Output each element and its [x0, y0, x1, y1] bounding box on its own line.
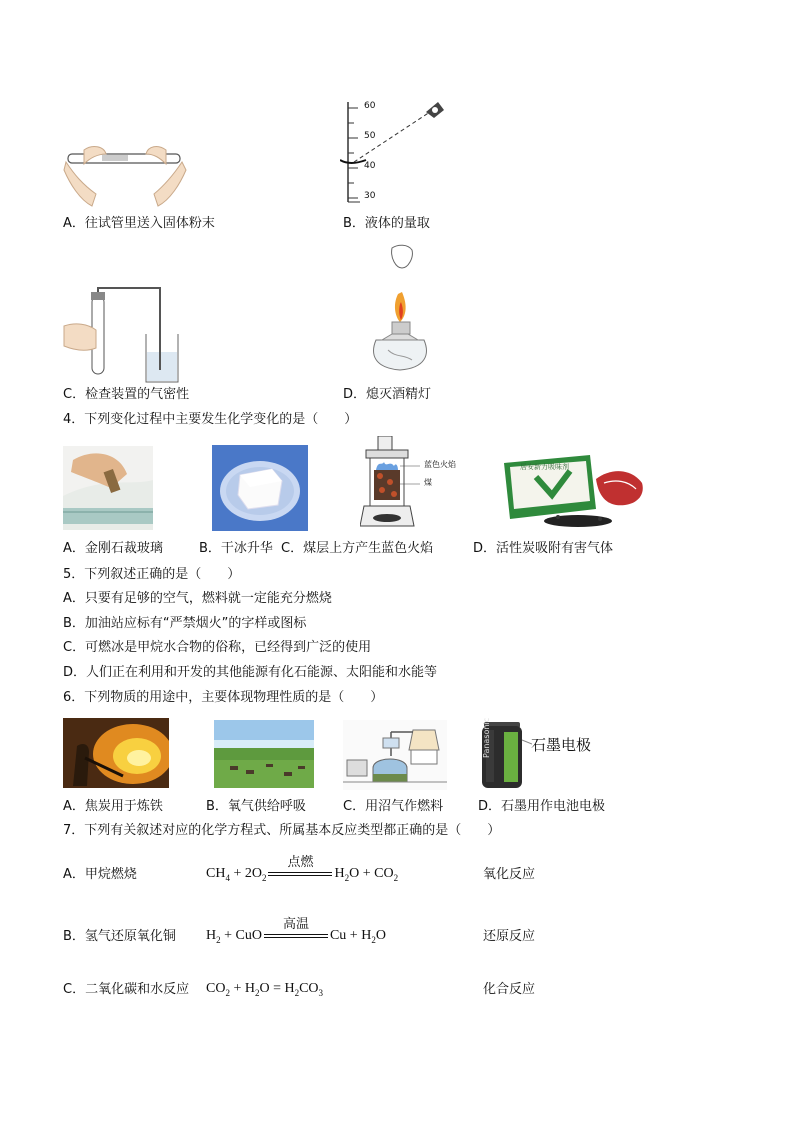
- graduated-cylinder-figure: [340, 98, 450, 206]
- stove-label-flame: 蓝色火焰: [424, 460, 456, 469]
- reaction-arrow: [268, 854, 332, 876]
- diamond-cutting-glass-photo: [63, 446, 153, 530]
- q7-stem: 7．下列有关叙述对应的化学方程式、所属基本反应类型都正确的是（ ）: [63, 823, 501, 838]
- tick-60: 60: [364, 101, 376, 111]
- q3-option-a: A．往试管里送入固体粉末: [63, 216, 215, 231]
- tick-40: 40: [364, 161, 376, 171]
- battery-brand: Panasonic: [482, 717, 491, 758]
- q7-row-c-type: 化合反应: [483, 982, 536, 997]
- q5-option-b: B．加油站应标有“严禁烟火”的字样或图标: [63, 616, 307, 631]
- q6-stem: 6．下列物质的用途中，主要体现物理性质的是（ ）: [63, 690, 384, 705]
- q3-option-d: D．熄灭酒精灯: [343, 387, 432, 402]
- q6-option-b: B．氧气供给呼吸: [206, 799, 306, 814]
- coal-stove-figure: [360, 436, 456, 532]
- q4-option-a: A．金刚石裁玻璃: [63, 541, 163, 556]
- q4-option-c: C．煤层上方产生蓝色火焰: [281, 541, 434, 556]
- graphite-electrode-label: 石墨电极: [531, 736, 592, 754]
- q6-option-c: C．用沼气作燃料: [343, 799, 444, 814]
- q7-row-c-label: C．二氧化碳和水反应: [63, 982, 190, 997]
- coke-ironmaking-photo: [63, 718, 169, 788]
- q5-stem: 5．下列叙述正确的是（ ）: [63, 567, 241, 582]
- q7-row-a-type: 氧化反应: [483, 867, 536, 882]
- test-tube-powder-figure: [62, 140, 187, 210]
- q7-row-b-type: 还原反应: [483, 929, 536, 944]
- biogas-digester-figure: [343, 720, 447, 790]
- q7-row-b-label: B．氢气还原氧化铜: [63, 929, 176, 944]
- reaction-condition: 点燃: [287, 854, 314, 870]
- dry-ice-photo: [212, 445, 308, 531]
- q5-option-a: A．只要有足够的空气，燃料就一定能充分燃烧: [63, 591, 332, 606]
- grassland-animals-photo: [214, 720, 314, 788]
- q6-option-d: D．石墨用作电池电极: [478, 799, 606, 814]
- q4-option-d: D．活性炭吸附有害气体: [473, 541, 614, 556]
- q7-row-b-equation: $H_2$ + CuO 高温 $Cu + H_2O$: [206, 916, 386, 945]
- q6-option-a: A．焦炭用于炼铁: [63, 799, 163, 814]
- package-box-label: 居安新力吸味剂: [520, 463, 569, 471]
- tick-30: 30: [364, 191, 376, 201]
- stove-label-coal: 煤: [424, 478, 432, 487]
- q5-option-c: C．可燃冰是甲烷水合物的俗称，已经得到广泛的使用: [63, 640, 372, 655]
- q7-row-c-equation: $CO_2 + H_2O = H_2CO_3$: [206, 981, 324, 998]
- q4-option-b: B．干冰升华: [199, 541, 273, 556]
- airtightness-apparatus-figure: [62, 286, 182, 386]
- q7-row-a-equation: $CH_4 + 2O_2$ 点燃 $H_2O + CO_2$: [206, 854, 399, 883]
- q3-option-b: B．液体的量取: [343, 216, 430, 231]
- q5-option-d: D．人们正在利用和开发的其他能源有化石能源、太阳能和水能等: [63, 665, 438, 680]
- q3-option-c: C．检查装置的气密性: [63, 387, 190, 402]
- tick-50: 50: [364, 131, 376, 141]
- alcohol-lamp-figure: [362, 244, 438, 378]
- q7-row-a-label: A．甲烷燃烧: [63, 867, 137, 882]
- activated-carbon-package-photo: [500, 449, 646, 531]
- q4-stem: 4．下列变化过程中主要发生化学变化的是（ ）: [63, 412, 358, 427]
- reaction-arrow: [264, 916, 328, 938]
- reaction-condition: 高温: [282, 916, 309, 932]
